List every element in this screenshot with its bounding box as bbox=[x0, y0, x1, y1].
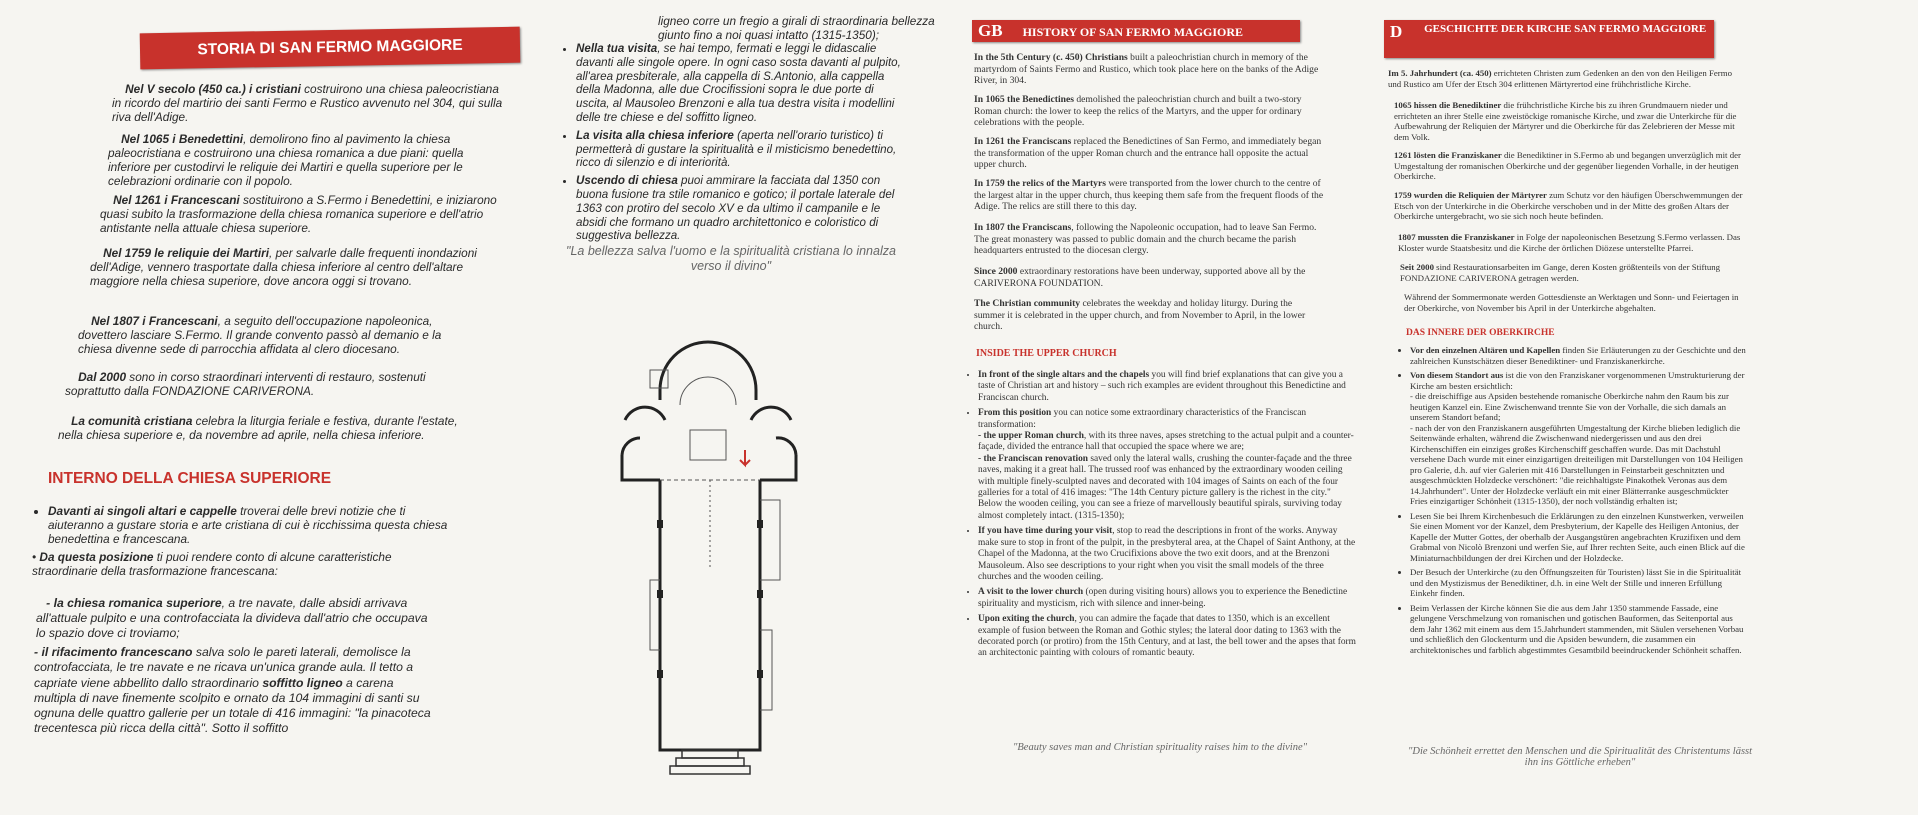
gb-paragraph-2 bbox=[974, 94, 1324, 129]
de-p6-text: sind Restaurationsarbeiten im Gange, deren Kosten größtenteils von der Stiftung FONDAZIONE CARIVERONA getragen werden. bbox=[1400, 262, 1721, 283]
gb-paragraph-4 bbox=[974, 178, 1324, 213]
it-sub-1-text: , a tre navate, dalle absidi arrivava all'attuale pulpito e una controfacciata la divideva dall'atrio che occupava lo spazio dove ci troviamo; bbox=[36, 596, 428, 640]
it2-bullet-3-lead: Uscendo di chiesa bbox=[576, 174, 678, 188]
gb-bullet-3-lead: If you have time during your visit bbox=[978, 526, 1113, 537]
de-bullets bbox=[1394, 345, 1746, 659]
de-bullet-3-text: Lesen Sie bei Ihrem Kirchenbesuch die Erklärungen zu den einzelnen Kunstwerken, verweilen Sie einen Moment vor der Kanzel, dem Presbyterium, der Kapelle des Heiligen Antonius, der Kapelle der Mutter Gottes, der oberhalb der Ausgangstüren angebrachten Kruzifixen und dem Grabmal von Nicolò Brenzoni und werfen Sie, auf Ihrer rechten Seite, auch einen Blick auf die Miniaturnachbildungen der drei Kirchen und der Holzdecke. bbox=[1410, 510, 1745, 563]
gb-bullet-3-text: , stop to read the descriptions in front of the works. Anyway make sure to stop in front of the pulpit, in the presbyteral area, at the Chapel of Saint Anthony, at the Chapel of the Madonna, at the two Crucifixions above the two exit doors, and at the Brenzoni Mausoleum. Also see descriptions to your right when you visit the small models of the three churches and the wooden ceiling. bbox=[978, 526, 1356, 582]
it-p4-text: , per salvarle dalle frequenti inondazioni dell'Adige, vennero trasportate dalla chiesa inferiore al centro dell'altare maggiore nella chiesa superiore, dove ancora oggi si trovano. bbox=[90, 246, 477, 288]
de-sub-1: - die dreischiffige aus Apsiden bestehende romanische Oberkirche nahm den Raum bis zur heutigen Kanzel ein. Eine Zwischenwand trennte Sie von der Vorhalle, die sich damals an unserem Standort befand; bbox=[1410, 391, 1729, 422]
it-p3-lead: Nel 1261 i Francescani bbox=[113, 193, 240, 207]
de-p6-lead: Seit 2000 bbox=[1400, 262, 1434, 272]
it-bullet-1-lead: Davanti ai singoli altari e cappelle bbox=[48, 504, 237, 518]
gb-bullet-1 bbox=[978, 370, 1357, 404]
gb-p1-text: built a paleochristian church in memory of the martyrdom of Saints Fermo and Rustico, which took place here on the banks of the Adige River, in 304. bbox=[974, 52, 1319, 87]
church-floor-plan-icon bbox=[620, 330, 820, 780]
gb-paragraph-1 bbox=[974, 52, 1324, 87]
gb-bullet-5 bbox=[978, 614, 1357, 660]
italian-banner-title: STORIA DI SAN FERMO MAGGIORE bbox=[197, 36, 463, 59]
de-bullet-1-lead: Vor den einzelnen Altären und Kapellen bbox=[1410, 345, 1561, 355]
de-quote: "Die Schönheit errettet den Menschen und die Spiritualität des Christentums lässt ihn ins Göttliche erheben" bbox=[1407, 746, 1753, 768]
de-bullet-1-text: finden Sie Erläuterungen zu der Geschichte und den zahlreichen Kunstschätzen dieser Benediktiner- und Franziskanerkirche. bbox=[1410, 345, 1746, 366]
de-p3-text: die Benediktiner in S.Fermo ab und begangen unverzüglich mit der Umgestaltung der romanischen Oberkirche und der gegenüber liegenden Vorhalle, in der heutigen Oberkirche. bbox=[1394, 150, 1741, 182]
it-sub-2-text: salva solo le pareti laterali, demolisce la controfacciata, le tre navate e ne ricava un'unica grande aula. Il tetto a capriate viene abbellito dallo straordinario bbox=[34, 645, 414, 690]
gb-bullet-5-text: , you can admire the façade that dates to 1350, which is an excellent example of fusion between the Roman and Gothic styles; the lateral door dating to 1363 with the decorated porch (or protiro) from the 15th Century, and at last, the bell tower and the apses that form an architectonic painting with colours of romantic beauty. bbox=[978, 614, 1356, 659]
german-history-panel bbox=[1380, 0, 1918, 815]
it-sub-2-lead: - il rifacimento francescano bbox=[34, 645, 193, 659]
it2-bullet-1-lead: Nella tua visita bbox=[576, 42, 658, 55]
it2-quote: "La bellezza salva l'uomo e la spiritualità cristiana lo innalza verso il divino" bbox=[566, 244, 896, 273]
de-p1-text: errichteten Christen zum Gedenken an den von den Heiligen Fermo und Rustico am Ufer der Etsch 304 erlittenen Märtyrertod eine frühchristliche Kirche. bbox=[1388, 68, 1732, 89]
it-bullet-2: • Da questa posizione ti puoi rendere conto di alcune caratteristiche straordinarie della trasformazione francescana: bbox=[32, 550, 392, 578]
italian-history-panel bbox=[0, 0, 560, 815]
de-p7-text: Während der Sommermonate werden Gottesdienste an Werktagen und Sonn- und Feiertagen in der Oberkirche, von November bis April in der Unterkirche abgehalten. bbox=[1404, 292, 1739, 313]
it-paragraph-1 bbox=[112, 82, 507, 124]
it2-bullet-1-text: , se hai tempo, fermati e leggi le didascalie davanti alle singole opere. In ogni caso sosta davanti al pulpito, all'area presbiterale, alla cappella di S.Antonio, alla cappella della Madonna, alle due Crocifissioni sopra le due porte di uscita, al Mausoleo Brenzoni e alla tua destra visita i modellini delle tre chiese e del soffitto ligneo. bbox=[576, 42, 901, 124]
de-paragraph-6 bbox=[1400, 262, 1744, 283]
it2-bullet-2-lead: La visita alla chiesa inferiore bbox=[576, 128, 734, 142]
english-history-panel bbox=[960, 0, 1380, 815]
it-p6-lead: Dal 2000 bbox=[78, 370, 127, 384]
it2-bullet-2 bbox=[576, 129, 910, 170]
italian-banner bbox=[140, 27, 521, 70]
gb-paragraph-7 bbox=[974, 298, 1324, 333]
de-bullet-2-lead: Von diesem Standort aus bbox=[1410, 370, 1504, 380]
gb-bullet-4 bbox=[978, 587, 1357, 610]
german-banner bbox=[1384, 20, 1714, 58]
gb-p1-lead: In the 5th Century (c. 450) Christians bbox=[974, 52, 1128, 63]
gb-p7-text: celebrates the weekday and holiday liturgy. During the summer it is celebrated in the upper church, and from November to April, in the lower church. bbox=[974, 298, 1306, 333]
it-paragraph-2 bbox=[108, 132, 503, 188]
it2-bullet-1 bbox=[576, 42, 910, 125]
gb-bullet-4-text: (open during visiting hours) allows you to experience the Benedictine spirituality and mysticism, rich with silence and inner-being. bbox=[978, 587, 1348, 609]
gb-p5-lead: In 1807 the Franciscans bbox=[974, 222, 1072, 233]
gb-p5-text: , following the Napoleonic occupation, had to leave San Fermo. The great monastery was passed to public domain and the church became the parish headquarters entrusted to the diocesan clergy. bbox=[974, 222, 1317, 257]
it-paragraph-4 bbox=[90, 246, 490, 288]
gb-p2-text: demolished the paleochristian church and built a two-story Roman church: the lower to keep the relics of the Martyrs, and the upper for ordinary celebrations with the people. bbox=[974, 94, 1302, 129]
it2-continuation bbox=[598, 14, 938, 42]
gb-p6-lead: Since 2000 bbox=[974, 266, 1018, 277]
de-p2-text: die frühchristliche Kirche bis zu ihren Grundmauern nieder und errichteten an ihrer Stelle eine zweistöckige romanische Kirche, und zwar die Unterkirche für die Aufbewahrung der Reliquien der Märtyrer und die Oberkirche für das Zelebrieren der Messe mit dem Volk. bbox=[1394, 100, 1737, 142]
de-p1-lead: Im 5. Jahrhundert (ca. 450) bbox=[1388, 68, 1492, 78]
gb-p3-text: replaced the Benedictines of San Fermo, and immediately began the transformation of the upper Roman church and the entrance hall opposite the actual upper church. bbox=[974, 136, 1322, 171]
de-bullet-1 bbox=[1410, 345, 1746, 366]
gb-bullet-2 bbox=[978, 408, 1357, 522]
gb-sub-2-lead: - the Franciscan renovation bbox=[978, 453, 1088, 464]
it-bullet-2-lead: Da questa posizione bbox=[39, 550, 154, 564]
it-bullet-2-text: ti puoi rendere conto di alcune caratteristiche straordinarie della trasformazione francescana: bbox=[32, 550, 392, 578]
de-p5-lead: 1807 mussten die Franziskaner bbox=[1398, 232, 1515, 242]
gb-p2-lead: In 1065 the Benedictines bbox=[974, 94, 1074, 105]
de-paragraph-4 bbox=[1394, 190, 1744, 222]
de-sub-2: - nach der von den Franziskanern ausgeführten Umgestaltung der Kirche blieben lediglich die Seitenwände erhalten, während die Zwischenwand niedergerissen und aus den drei Kirchenschiffen ein einziges großes Kirchenschiff geschaffen wurde. Das mit Dachstuhl versehene Dach wurde mit einer einzigartigen dreiteiligen mit Darstellungen von 104 Heiligen pro Galerie, d.h. auf vier Galerien mit 416 Darstellungen in Feinstarbeit geschnitzten und ausgeschmückten Holzdecke verschönert: "die reichhaltigste Pinakothek Veronas aus dem 14.Jahrhundert". Unter der Holzdecke verläuft ein mit einer Blätterranke ausgeschmückter Fries einzigartiger Schönheit (1315-1350), der noch vollständig erhalten ist; bbox=[1410, 422, 1743, 506]
gb-sub-1-lead: - the upper Roman church bbox=[978, 431, 1084, 442]
it-sub-2 bbox=[34, 645, 434, 737]
de-bullet-3 bbox=[1410, 511, 1746, 564]
it-p7-text: celebra la liturgia feriale e festiva, durante l'estate, nella chiesa superiore e, da novembre ad aprile, nella chiesa inferiore. bbox=[58, 414, 458, 442]
de-p5-text: in Folge der napoleonischen Besetzung S.Fermo verlassen. Das Kloster wurde Staatsbesitz und die Kirche der örtlichen Diözese unterstellte Pfarrei. bbox=[1398, 232, 1741, 253]
it2-bullets bbox=[560, 42, 910, 247]
de-section-title: DAS INNERE DER OBERKIRCHE bbox=[1406, 328, 1555, 338]
german-banner-title: GESCHICHTE DER KIRCHE SAN FERMO MAGGIORE bbox=[1424, 23, 1707, 35]
it-paragraph-6 bbox=[65, 370, 465, 398]
it-p3-text: sostituirono a S.Fermo i Benedettini, e iniziarono quasi subito la trasformazione della chiesa romanica superiore e dell'atrio antistante nella attuale chiesa superiore. bbox=[100, 193, 497, 235]
de-paragraph-7 bbox=[1404, 292, 1744, 313]
it-p1-text: costruirono una chiesa paleocristiana in ricordo del martirio dei santi Fermo e Rustico avvenuto nel 304, qui sulla riva dell'Adige. bbox=[112, 82, 503, 124]
it-p7-lead: La comunità cristiana bbox=[71, 414, 193, 428]
it-sub-2-bold: soffitto ligneo bbox=[258, 675, 343, 690]
it2-bullet-3 bbox=[576, 174, 910, 243]
gb-bullet-2-text: you can notice some extraordinary characteristics of the Franciscan transformation: bbox=[978, 408, 1307, 430]
de-paragraph-3 bbox=[1394, 150, 1744, 182]
it-sub-1-lead: - la chiesa romanica superiore bbox=[46, 596, 222, 610]
gb-paragraph-3 bbox=[974, 136, 1324, 171]
gb-p6-text: extraordinary restorations have been underway, supported above all by the CARIVERONA FOUNDATION. bbox=[974, 266, 1306, 289]
gb-sub-1-text: , with its three naves, apses stretching to the actual pulpit and a counter-façade, divided the entrance hall that occupied the space where we are; bbox=[978, 431, 1354, 453]
it-p2-lead: Nel 1065 i Benedettini bbox=[121, 132, 244, 146]
de-p4-lead: 1759 wurden die Reliquien der Märtyrer bbox=[1394, 190, 1547, 200]
it-paragraph-3 bbox=[100, 193, 498, 235]
german-lang-code: D bbox=[1390, 22, 1403, 41]
it2-bullet-2-text: (aperta nell'orario turistico) ti permetterà di gustare la spiritualità e il misticismo benedettino, ricco di silenzio e di interiorità. bbox=[576, 128, 897, 170]
de-bullet-2-text: ist die von den Franziskaner vorgenommenen Umstrukturierung der Kirche am besten ersichtlich: bbox=[1410, 370, 1745, 391]
gb-quote: "Beauty saves man and Christian spirituality raises him to the divine" bbox=[1012, 742, 1308, 753]
de-paragraph-1 bbox=[1388, 68, 1744, 89]
gb-bullet-1-text: you will find brief explanations that can give you a taste of Christian art and history – such rich examples are evident throughout this Benedictine and Franciscan church. bbox=[978, 370, 1346, 403]
de-bullet-5 bbox=[1410, 603, 1746, 656]
de-bullet-2 bbox=[1410, 370, 1746, 507]
english-banner bbox=[972, 20, 1300, 42]
de-bullet-4 bbox=[1410, 567, 1746, 599]
gb-bullet-2-lead: From this position bbox=[978, 408, 1052, 419]
it-bullet-1 bbox=[48, 504, 454, 546]
it2-cont-text: ligneo corre un fregio a girali di straordinaria bellezza giunto fino a noi quasi intatto (1315-1350); bbox=[658, 14, 935, 42]
it-p5-text: , a seguito dell'occupazione napoleonica, dovettero lasciare S.Fermo. Il grande convento passò al demanio e la chiesa divenne sede di parrocchia affidata al clero diocesano. bbox=[78, 314, 442, 356]
it-bullets bbox=[32, 504, 454, 582]
gb-bullet-5-lead: Upon exiting the church bbox=[978, 614, 1075, 625]
it-section-title: INTERNO DELLA CHIESA SUPERIORE bbox=[48, 470, 332, 487]
gb-section-title: INSIDE THE UPPER CHURCH bbox=[976, 348, 1117, 359]
it-p4-lead: Nel 1759 le reliquie dei Martiri bbox=[103, 246, 270, 260]
it-p5-lead: Nel 1807 i Francescani bbox=[91, 314, 218, 328]
gb-bullet-4-lead: A visit to the lower church bbox=[978, 587, 1084, 598]
de-bullet-4-text: Der Besuch der Unterkirche (zu den Öffnungszeiten für Touristen) lässt Sie in die Spiritualität und den Mystizismus der Benediktiner, d.h. in eine Welt der Stille und inneren Erfüllung Einkehr finden. bbox=[1410, 567, 1742, 598]
english-banner-title: HISTORY OF SAN FERMO MAGGIORE bbox=[1022, 25, 1244, 39]
de-p4-text: zum Schutz vor den häufigen Überschwemmungen der Etsch von der Unterkirche in die Oberkirche verschoben und in der Mitte des großen Altars der Oberkirche untergebracht, wo sie sich noch heute befinden. bbox=[1394, 190, 1743, 222]
english-lang-code: GB bbox=[978, 21, 1003, 40]
gb-bullet-3 bbox=[978, 526, 1357, 583]
it-bullet-1-text: troverai delle brevi notizie che ti aiuteranno a gustare storia e arte cristiana di cui è ricchissima questa chiesa benedettina e francescana. bbox=[48, 504, 448, 546]
it-sub-2-text2: a carena multipla di nave finemente scolpito e ornato da 104 immagini di santi su ognuna delle quattro gallerie per un totale di 416 immagini: "la pinacoteca trecentesca più ricca della città". Sotto il soffitto bbox=[34, 675, 431, 736]
de-p3-lead: 1261 lösten die Franziskaner bbox=[1394, 150, 1502, 160]
it2-bullet-3-text: puoi ammirare la facciata dal 1350 con buona fusione tra stile romanico e gotico; il portale laterale del 1363 con protiro del secolo XV e da ultimo il campanile e le absidi che formano un quadro architettonico e coloristico di suggestiva bellezza. bbox=[576, 174, 895, 243]
gb-paragraph-5 bbox=[974, 222, 1324, 257]
de-paragraph-2 bbox=[1394, 100, 1744, 142]
gb-sub-2-text: saved only the lateral walls, crushing the counter-façade and the three naves, making it a great hall. The trussed roof was enhanced by the extraordinary wooden ceiling with multiple finely-sculpted naves and decorated with 104 images of Saints on each of the four galleries for a total of 416 images: "The 14th Century picture gallery is the richest in the city." Below the wooden ceiling, you can see a frieze of marvellously beautiful spirals, surviving today almost completely intact. (1315-1350); bbox=[978, 453, 1352, 521]
gb-bullets bbox=[962, 370, 1357, 664]
it-paragraph-5 bbox=[78, 314, 478, 356]
gb-p3-lead: In 1261 the Franciscans bbox=[974, 136, 1072, 147]
gb-paragraph-6 bbox=[974, 266, 1324, 289]
de-p2-lead: 1065 hissen die Benediktiner bbox=[1394, 100, 1502, 110]
it-p6-text: sono in corso straordinari interventi di restauro, sostenuti soprattutto dalla FONDAZIONE CARIVERONA. bbox=[65, 370, 426, 398]
gb-p4-text: were transported from the lower church to the centre of the largest altar in the upper church, thus keeping them safe from the frequent floods of the Adige. The relics are still there to this day. bbox=[974, 178, 1324, 213]
it-p2-text: , demolirono fino al pavimento la chiesa paleocristiana e costruirono una chiesa romanica a due piani: quella inferiore per custodirvi le reliquie dei Martiri e quella superiore per le celebrazioni ordinarie con il popolo. bbox=[108, 132, 464, 188]
it-sub-1 bbox=[36, 596, 436, 641]
de-bullet-5-text: Beim Verlassen der Kirche können Sie die aus dem Jahr 1350 stammende Fassade, eine gelungene Verschmelzung von romanischen und gotischen Bauformen, das Seitenportal aus dem Jahr 1362 mit einem aus dem 15.Jahrhundert stammenden, mit Säulen versehenen Vorbau und schließlich den Glockenturm und die Apsiden bewundern, die zusammen ein architektonisches und farblich abgestimmtes Gesamtbild beeindruckender Schönheit schaffen. bbox=[1410, 602, 1744, 655]
gb-p7-lead: The Christian community bbox=[974, 298, 1081, 309]
it-p1-lead: Nel V secolo (450 ca.) i cristiani bbox=[125, 82, 301, 96]
gb-p4-lead: In 1759 the relics of the Martyrs bbox=[974, 178, 1106, 189]
de-paragraph-5 bbox=[1398, 232, 1744, 253]
it-paragraph-7 bbox=[58, 414, 463, 442]
gb-bullet-1-lead: In front of the single altars and the chapels bbox=[978, 370, 1150, 380]
